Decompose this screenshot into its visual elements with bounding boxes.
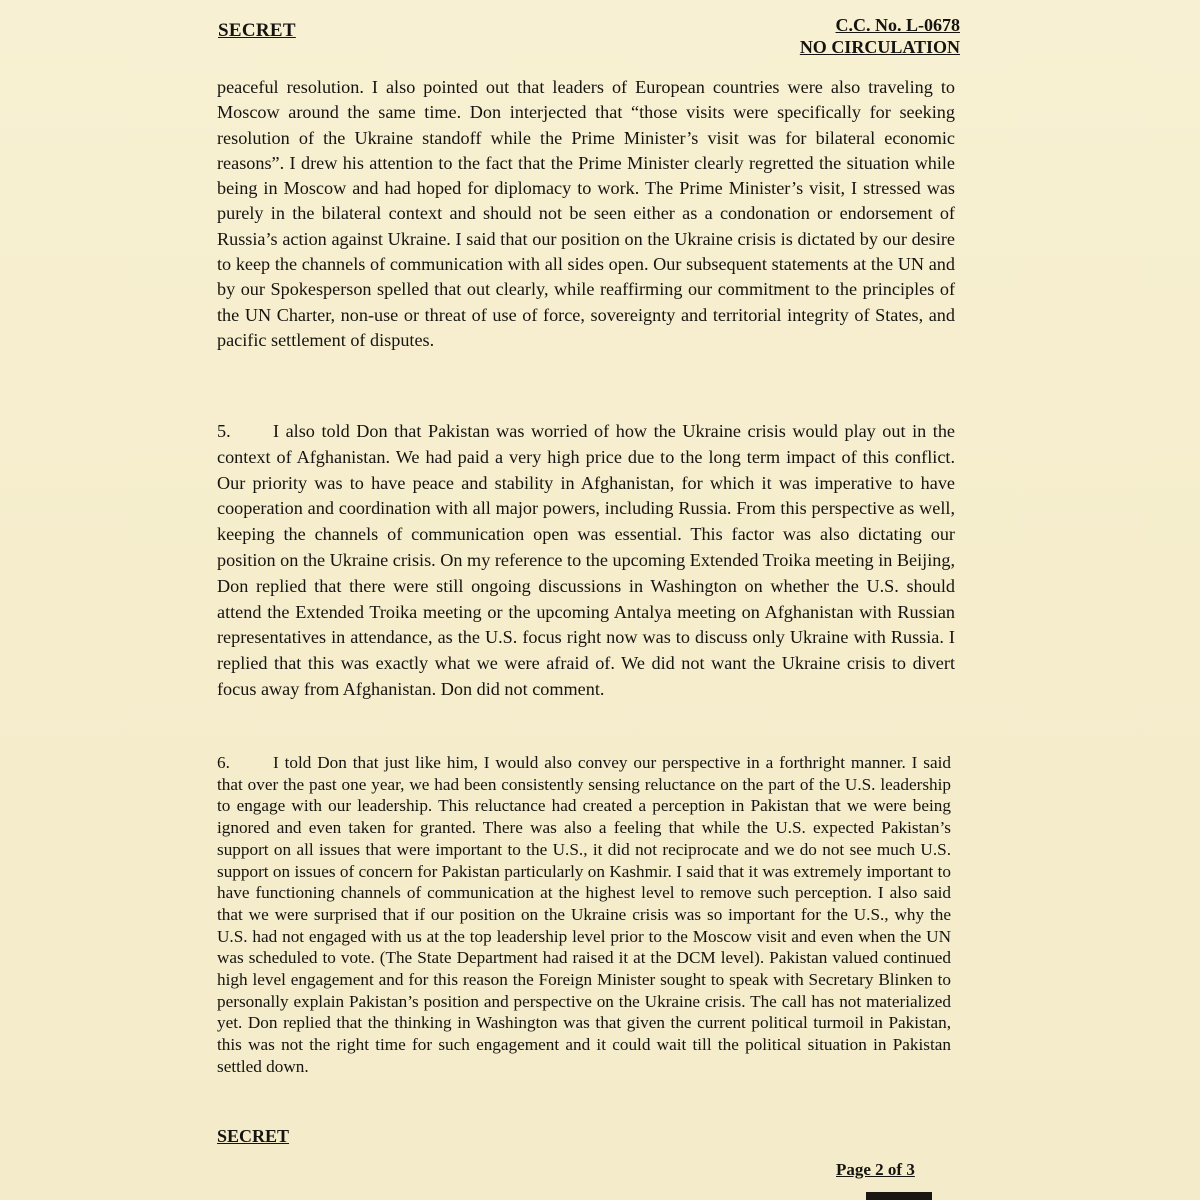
paragraph-5	[217, 419, 955, 703]
header-reference-block	[800, 14, 960, 58]
footer-classification: SECRET	[217, 1126, 290, 1146]
paragraph-number: 5.	[217, 421, 231, 441]
page-number: Page 2 of 3	[836, 1160, 915, 1179]
paragraph-number: 6.	[217, 753, 230, 772]
paragraph-text: I told Don that just like him, I would also convey our perspective in a forthright manner. I said that over the past one year, we had been consistently sensing reluctance on the part of the U.S. leadership to engage with our leadership. This reluctance had created a perception in Pakistan that we were being ignored and even taken for granted. There was also a feeling that while the U.S. expected Pakistan’s support on all issues that were important to the U.S., it did not reciprocate and we do not see much U.S. support on issues of concern for Pakistan particularly on Kashmir. I said that it was extremely important to have functioning channels of communication at the highest level to remove such perception. I also said that we were surprised that if our position on the Ukraine crisis was so important for the U.S., why the U.S. had not engaged with us at the top leadership level prior to the Moscow visit and even when the UN was scheduled to vote. (The State Department had raised it at the DCM level). Pakistan valued continued high level engagement and for this reason the Foreign Minister sought to speak with Secretary Blinken to personally explain Pakistan’s position and perspective on the Ukraine crisis. The call has not materialized yet. Don replied that the thinking in Washington was that given the current political turmoil in Pakistan, this was not the right time for such engagement and it could wait till the political situation in Pakistan settled down.	[217, 753, 951, 1076]
paragraph-6	[217, 752, 951, 1078]
redaction-mark	[866, 1192, 932, 1200]
reference-number: C.C. No. L-0678	[835, 15, 960, 35]
paragraph-text: I also told Don that Pakistan was worried of how the Ukraine crisis would play out in the context of Afghanistan. We had paid a very high price due to the long term impact of this conflict. Our priority was to have peace and stability in Afghanistan, for which it was imperative to have cooperation and coordination with all major powers, including Russia. From this perspective as well, keeping the channels of communication open was essential. This factor was also dictating our position on the Ukraine crisis. On my reference to the upcoming Extended Troika meeting in Beijing, Don replied that there were still ongoing discussions in Washington on whether the U.S. should attend the Extended Troika meeting or the upcoming Antalya meeting on Afghanistan with Russian representatives in attendance, as the U.S. focus right now was to discuss only Ukraine with Russia. I replied that this was exactly what we were afraid of. We did not want the Ukraine crisis to divert focus away from Afghanistan. Don did not comment.	[217, 421, 955, 699]
circulation-label: NO CIRCULATION	[799, 37, 960, 57]
continuation-paragraph: peaceful resolution. I also pointed out that leaders of European countries were also traveling to Moscow around the same time. Don interjected that “those visits were specifically for seeking resolution of the Ukraine standoff while the Prime Minister’s visit was for bilateral economic reasons”. I drew his attention to the fact that the Prime Minister clearly regretted the situation while being in Moscow and had hoped for diplomacy to work. The Prime Minister’s visit, I stressed was purely in the bilateral context and should not be seen either as a condonation or endorsement of Russia’s action against Ukraine. I said that our position on the Ukraine crisis is dictated by our desire to keep the channels of communication with all sides open. Our subsequent statements at the UN and by our Spokesperson spelled that out clearly, while reaffirming our commitment to the principles of the UN Charter, non-use or threat of use of force, sovereignty and territorial integrity of States, and pacific settlement of disputes.	[217, 77, 955, 350]
header-classification: SECRET	[218, 20, 296, 41]
